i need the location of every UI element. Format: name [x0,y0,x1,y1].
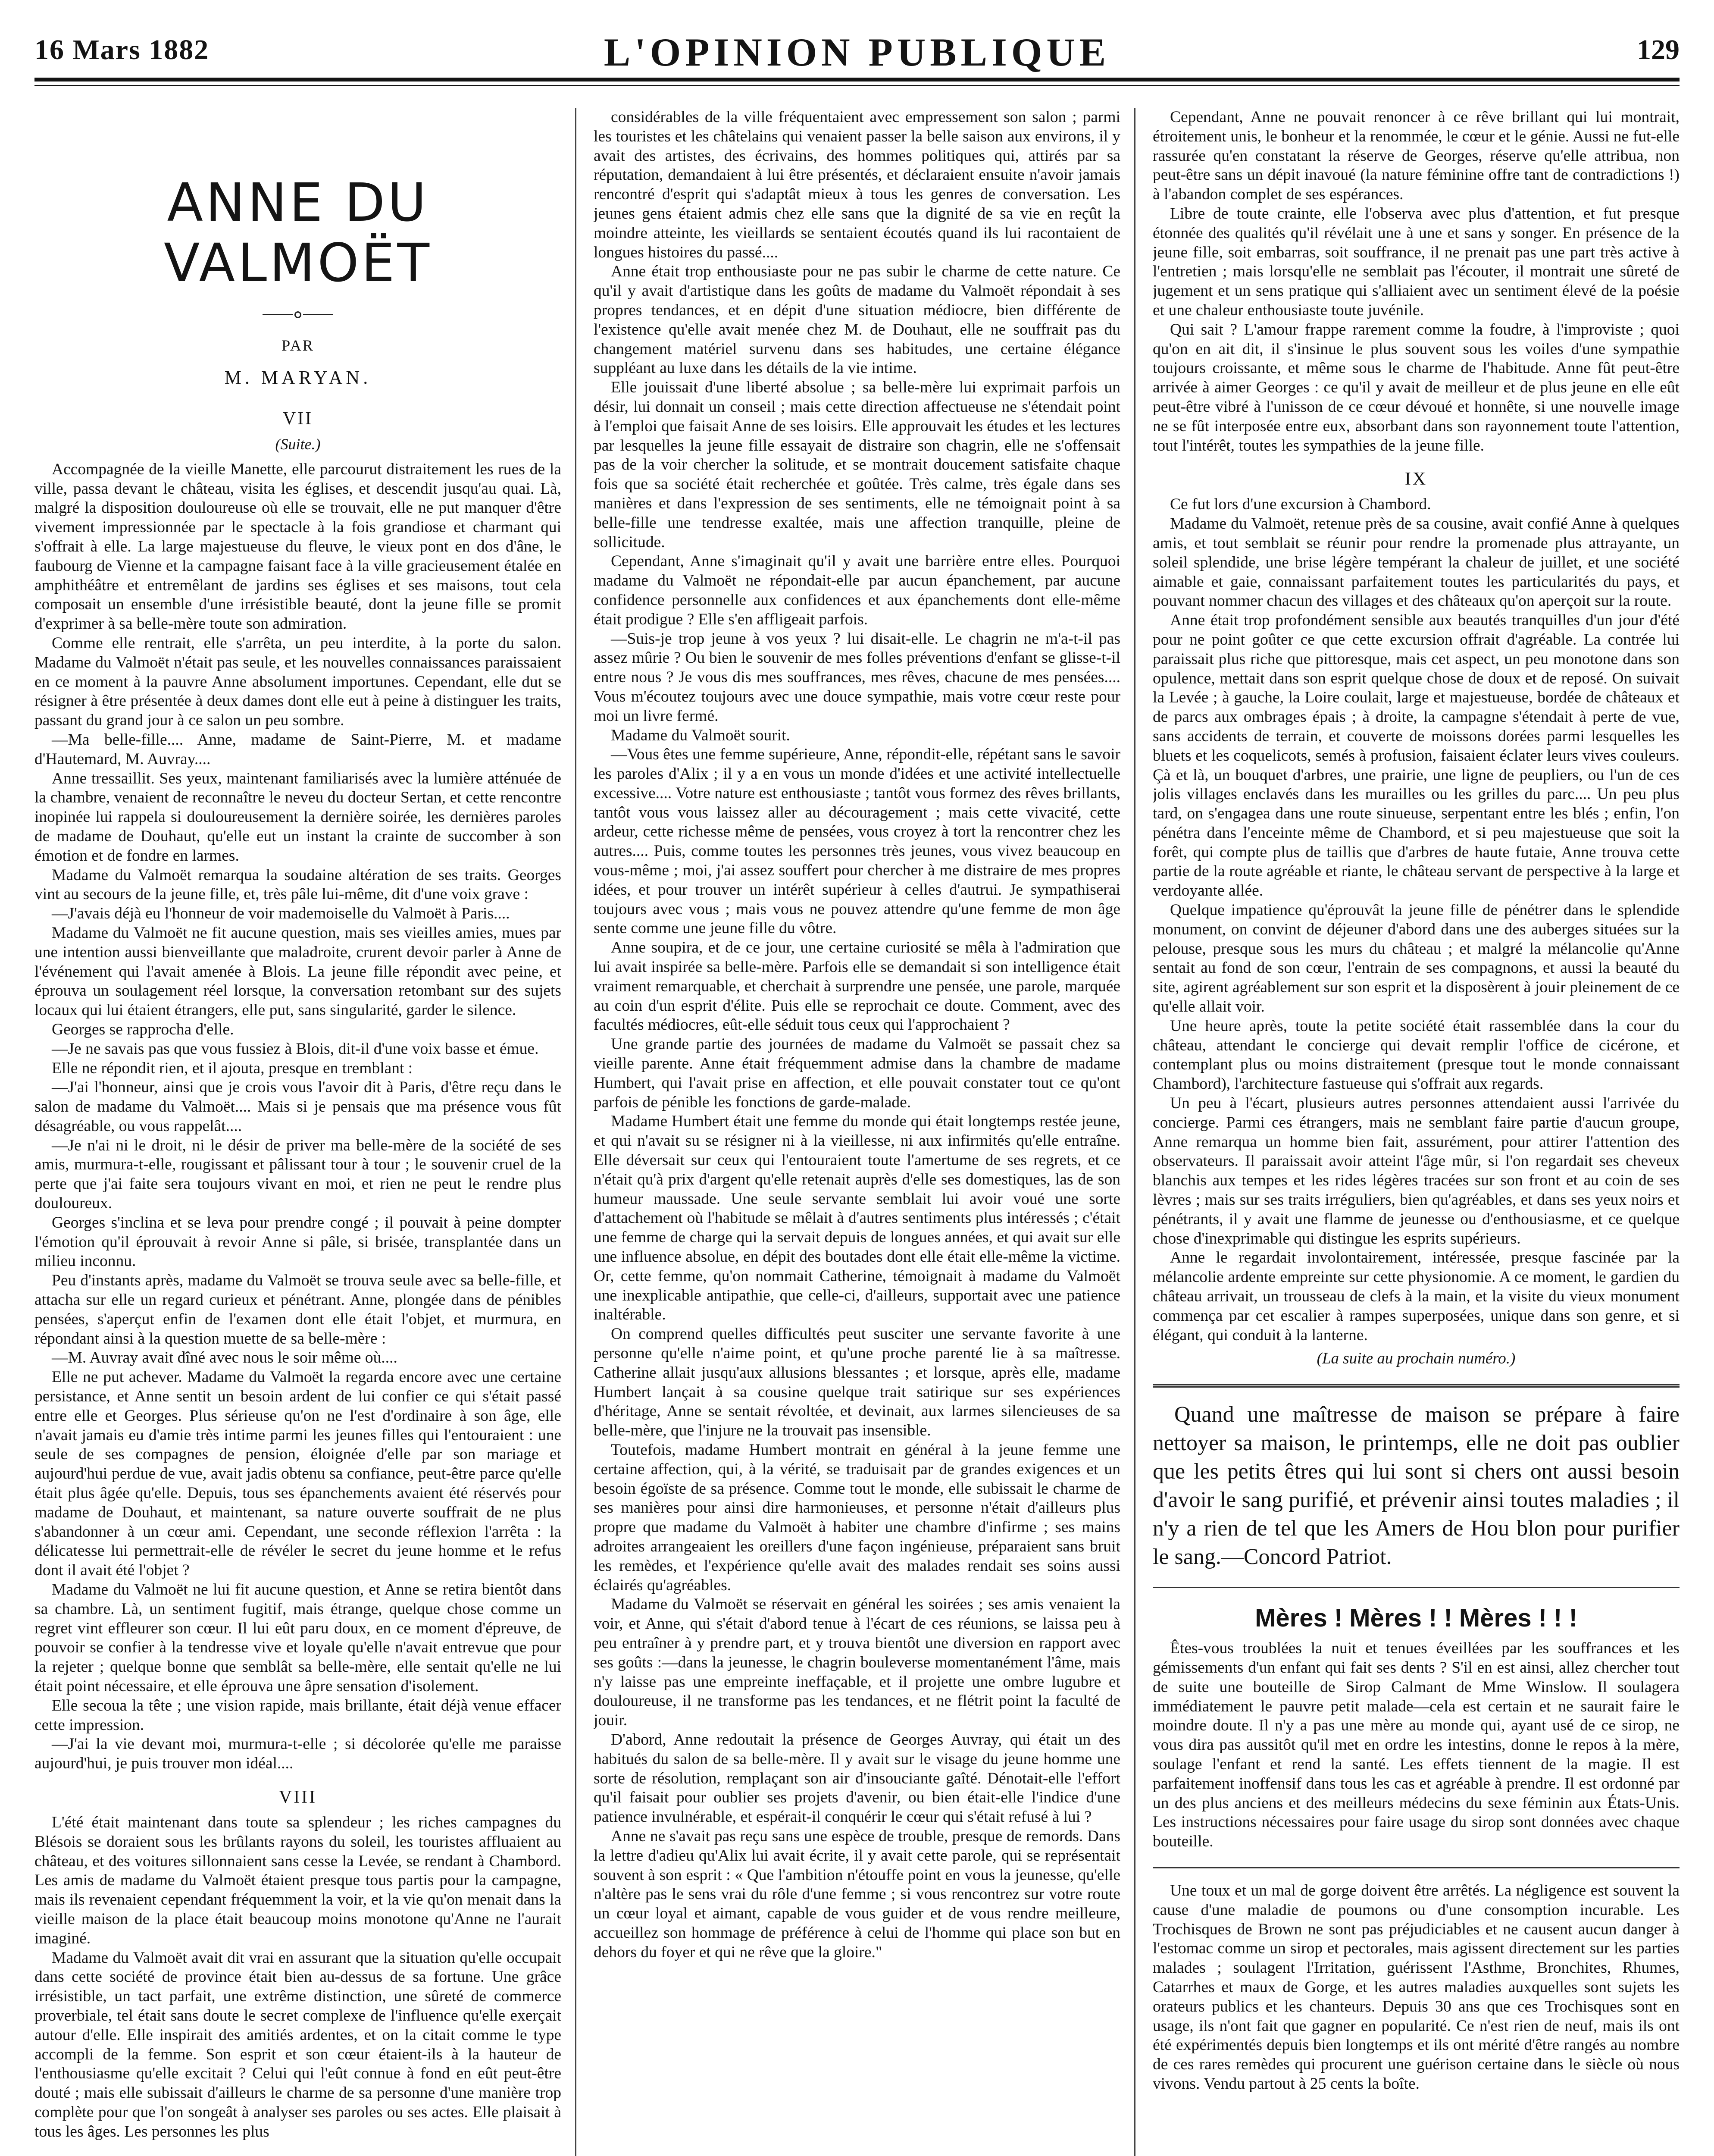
paragraph: considérables de la ville fréquentaient avec empressement son salon ; parmi les touristes et les châtelains qui venaient passer la belle saison aux environs, il y avait des artistes, des écrivains, des hommes politiques qui, attirés par sa réputation, demandaient à lui être présentés, et déclaraient ensuite n'avoir jamais rencontré d'esprit qui s'adaptât mieux à tous les genres de conversation. Les jeunes gens étaient admis chez elle sans que la dignité de sa vie en reçût la moindre atteinte, les vieillards se sentaient écoutés quand ils lui racontaient de longues histoires du passé.... [594,108,1120,261]
paragraph: Madame du Valmoët avait dit vrai en assurant que la situation qu'elle occupait dans cette société de province était bien au-dessus de sa fortune. Une grâce irrésistible, un tact parfait, une extrême distinction, une sûreté de commerce proverbiale, tel était sans doute le secret complexe de l'influence qu'elle exerçait autour d'elle. Elle inspirait des amitiés ardentes, et on la citait comme le type accompli de la femme. Son esprit et son cœur étaient-ils à la hauteur de l'enthousiasme qu'elle excitait ? Celui qui l'eût connue à fond en eût peut-être douté ; mais elle subissait d'ailleurs le charme de sa personne d'une manière trop complète pour que l'on songeât à analyser ses paroles ou ses actes. Elle plaisait à tous les âges. Les personnes les plus [34,1949,561,2140]
chapter-heading-ix: IX [1404,469,1428,489]
paragraph: Êtes-vous troublées la nuit et tenues éveillées par les souffrances et les gémissements d'un enfant qui fait ses dents ? S'il en est ainsi, allez chercher tout de suite une bouteille de Sirop Calmant de Mme Winslow. Il soulagera immédiatement le pauvre petit malade—cela est certain et ne saurait faire le moindre doute. Il n'y a pas une mère au monde qui, ayant usé de ce sirop, ne vous dira pas aussitôt qu'il met en ordre les intestins, donne le repos à la mère, soulage l'enfant et rend la santé. Les effets tiennent de la magie. Il est parfaitement inoffensif dans tous les cas et agréable à prendre. Il est ordonné par un des plus anciens et des meilleurs médecins du sexe féminin aux États-Unis. Les instructions nécessaires pour faire usage du sirop sont données avec chaque bouteille. [1153,1639,1680,1851]
continued-note: (Suite.) [275,436,321,453]
paragraph: Peu d'instants après, madame du Valmoët se trouva seule avec sa belle-fille, et attacha sur elle un regard curieux et pénétrant. Anne, plongée dans de pénibles pensées, s'aperçut enfin de l'examen dont elle était l'objet, et murmura, en répondant ainsi à la question muette de sa belle-mère : [34,1272,561,1348]
title-ornament [34,300,561,326]
story-author: M. MARYAN. [224,367,372,388]
paragraph: —J'ai la vie devant moi, murmura-t-elle ; si décolorée qu'elle me paraisse aujourd'hui, je puis trouver mon idéal.... [34,1735,561,1773]
paragraph: Madame du Valmoët, retenue près de sa cousine, avait confié Anne à quelques amis, et tout semblait se réunir pour rendre la promenade plus attrayante, un soleil splendide, une brise légère tempérant la chaleur de juillet, et une société aimable et gaie, connaissant parfaitement toutes les particularités du pays, et pouvant nommer chacun des villages et des châteaux qu'on aperçoit sur la route. [1153,515,1680,610]
paragraph: Une heure après, toute la petite société était rassemblée dans la cour du château, attendant le concierge qui devait remplir l'office de cicérone, et contemplant plus ou moins distraitement (presque tout le monde connaissant Chambord), l'architecture fastueuse qui s'offrait aux regards. [1153,1017,1680,1093]
paragraph: Madame du Valmoët sourit. [611,726,790,744]
paragraph: Toutefois, madame Humbert montrait en général à la jeune femme une certaine affection, qui, à la vérité, se traduisait par de grandes exigences et un besoin égoïste de sa présence. Comme tout le monde, elle subissait le charme de ses manières pour ainsi dire harmonieuses, et personne n'était d'ailleurs plus propre que madame du Valmoët à habiter une chambre d'infirme ; ses mains adroites arrangeaient les oreillers d'une façon ingénieuse, préparaient sans bruit les remèdes, et l'expérience qu'elle avait des malades rendait ses soins aussi éclairés qu'agréables. [594,1441,1120,1594]
paragraph: Elle ne répondit rien, et il ajouta, presque en tremblant : [52,1059,413,1077]
issue-date: 16 Mars 1882 [34,34,210,66]
column-1 [34,108,561,2156]
paragraph: Georges se rapprocha d'elle. [52,1020,234,1038]
column-3 [1153,108,1680,2156]
ad-sirop-winslow [1153,1601,1680,1852]
paragraph: Anne soupira, et de ce jour, une certaine curiosité se mêla à l'admiration que lui avait inspirée sa belle-mère. Parfois elle se demandait si son intelligence était vraiment remarquable, et cherchait à surprendre une pensée, une parole, marquée au coin d'un esprit d'élite. Puis elle se reprochait ce doute. Comment, avec des facultés médiocres, eût-elle séduit tous ceux qui l'approchaient ? [594,939,1120,1034]
paragraph: Un peu à l'écart, plusieurs autres personnes attendaient aussi l'arrivée du concierge. Parmi ces étrangers, mais ne semblant faire partie d'aucun groupe, Anne remarqua un homme bien fait, assurément, pour attirer l'attention des observateurs. Il paraissait avoir atteint l'âge mûr, si l'on regardait ses cheveux blanchis aux tempes et les rides légères tracées sur son front et au coin de ses lèvres ; mais sur ses traits irréguliers, bien qu'agréables, et dans ses yeux noirs et pénétrants, il y avait une flamme de jeunesse ou d'enthousiasme, et ce quelque chose d'inexprimable qui distingue les esprits supérieurs. [1153,1094,1680,1247]
to-be-continued-note: (La suite au prochain numéro.) [1317,1350,1516,1368]
story-body [34,1813,561,2142]
paragraph: Madame du Valmoët se réservait en général les soirées ; ses amis venaient la voir, et Anne, qui s'était d'abord tenue à l'écart de ces réunions, se laissa peu à peu entraîner à y prendre part, et y trouva bientôt une diversion en rapport avec ses goûts :—dans la jeunesse, le chagrin bouleverse momentanément l'âme, mais n'y laisse pas une empreinte ineffaçable, et il projette une ombre lugubre et douloureuse, il ne transforme pas les tendances, et ne flétrit point la faculté de jouir. [594,1595,1120,1730]
newspaper-title: L'OPINION PUBLIQUE [604,30,1110,74]
story-title: ANNE DU VALMOËT [164,172,432,294]
paragraph: Quelque impatience qu'éprouvât la jeune fille de pénétrer dans le splendide monument, on convint de déjeuner d'abord dans une des auberges situées sur la pelouse, presque sous les murs du château ; et malgré la mélancolie qu'Anne sentait au fond de son cœur, l'entrain de ses compagnons, et aussi la beauté du site, agirent agréablement sur son esprit et la disposèrent à jouir pleinement de ce qu'elle allait voir. [1153,901,1680,1016]
paragraph: Madame Humbert était une femme du monde qui était longtemps restée jeune, et qui n'avait su se résigner ni à la vieillesse, ni aux infirmités qu'elle entraîne. Elle déversait sur ceux qui l'entouraient toute l'amertume de ses regrets, et ce n'était qu'à prix d'argent qu'elle retenait auprès d'elle ses domestiques, las de son humeur maussade. Une seule servante semblait lui avoir voué une sorte d'attachement où l'habitude se mêlait à d'autres sentiments plus intéressés ; c'était une femme de charge qui la servait depuis de longues années, et qui avait sur elle une influence absolue, en dépit des boutades dont elle était elle-même la victime. Or, cette femme, qu'on nommait Catherine, témoignait à madame du Valmoët une inexplicable antipathie, que celle-ci, d'ailleurs, supportait avec une patience inaltérable. [594,1112,1120,1324]
paragraph: Madame du Valmoët ne fit aucune question, mais ses vieilles amies, mues par une intention aussi bienveillante que maladroite, crurent devoir parler à Anne de l'événement qui l'avait amenée à Blois. La jeune fille répondit avec peine, et éprouva un soulagement réel lorsque, la conversation retombant sur des sujets locaux qui lui étaient étrangers, elle put, sans singularité, garder le silence. [34,924,561,1019]
ad-trochisques-brown [1153,1881,1680,2094]
ad-body [1153,1639,1680,1852]
ad-separator [1153,1384,1680,1388]
ad-separator [1153,1587,1680,1588]
paragraph: Elle jouissait d'une liberté absolue ; sa belle-mère lui exprimait parfois un désir, lui donnait un conseil ; mais cette direction affectueuse ne s'étendait point à l'emploi que faisait Anne de ses loisirs. Elle approuvait les études et les lectures par lesquelles la jeune fille essayait de distraire son chagrin, elle ne s'offensait pas de la voir chercher la solitude, et se montrait doucement satisfaite chaque fois que sa société était recherchée et goûtée. Très calme, très égale dans ses manières et dans l'expression de ses sentiments, elle ne témoignait point à sa belle-fille une tendresse exaltée, mais une affection tranquille, pleine de sollicitude. [594,379,1120,551]
paragraph: Anne tressaillit. Ses yeux, maintenant familiarisés avec la lumière atténuée de la chambre, venaient de reconnaître le neveu du docteur Sertan, et cette rencontre inopinée lui rappela si douloureusement la dernière soirée, les dernières paroles de madame de Douhaut, qu'elle eut un instant la crainte de succomber à son émotion et de fondre en larmes. [34,769,561,865]
paragraph: Qui sait ? L'amour frappe rarement comme la foudre, à l'improviste ; quoi qu'on en ait dit, il s'insinue le plus souvent sous les voiles d'une sympathie toujours croissante, et même sous le charme de l'habitude. Anne fût peut-être arrivée à aimer Georges : ce qu'il y avait de meilleur et de plus jeune en elle eût peut-être vibré à l'unisson de ce cœur dévoué et honnête, si une nouvelle image ne se fût interposée entre eux, absorbant dans son rayonnement toute l'attention, tout l'intérêt, toutes les sympathies de la jeune fille. [1153,320,1680,454]
paragraph: Anne était trop enthousiaste pour ne pas subir le charme de cette nature. Ce qu'il y avait d'artistique dans les goûts de madame du Valmoët répondait à ses propres tendances, et en dépit d'une situation médiocre, bien différente de l'existence qu'elle avait menée chez M. de Douhaut, elle ne souffrait pas du changement matériel survenu dans ses habitudes, une certaine élégance suppléant au luxe dans les détails de la vie intime. [594,263,1120,377]
chapter-heading-vii: VII [282,409,313,429]
paragraph: —J'ai l'honneur, ainsi que je crois vous l'avoir dit à Paris, d'être reçu dans le salon de madame du Valmoët.... Mais si je pensais que ma présence vous fût désagréable, ou vous rappelât.... [34,1078,561,1135]
ad-headline: Mères ! Mères ! ! Mères ! ! ! [1255,1604,1577,1633]
ad-amers-houblon [1153,1401,1680,1571]
paragraph: —Suis-je trop jeune à vos yeux ? lui disait-elle. Le chagrin ne m'a-t-il pas assez mûrie ? Ou bien le souvenir de mes folles préventions d'enfant se glisse-t-il entre nous ? Je vous dis mes souffrances, mes rêves, chacune de mes pensées.... Vous m'écoutez toujours avec une douce sympathie, mais votre cœur reste pour moi un livre fermé. [594,630,1120,725]
paragraph: Anne était trop profondément sensible aux beautés tranquilles d'un jour d'été pour ne point goûter ce que cette excursion offrait d'agréable. La contrée lui paraissait plus riche que pittoresque, mais cet aspect, un peu monotone dans son opulence, mettait dans son esprit quelque chose de doux et de reposé. On suivait la Levée ; à gauche, la Loire coulait, large et majestueuse, bordée de châteaux et de parcs aux ombrages épais ; à droite, la campagne s'étendait à perte de vue, sans accidents de terrain, et couverte de moissons dorées parmi lesquelles les bluets et les coquelicots, semés à profusion, faisaient éclater leurs vives couleurs. Çà et là, un bouquet d'arbres, une prairie, une ligne de peupliers, ou l'un de ces jolis villages enclavés dans les murailles ou les grilles du parc.... Un peu plus tard, on s'engagea dans une route sinueuse, serpentant entre les blés ; enfin, l'on pénétra dans l'enceinte même de Chambord, et si peu majestueuse que soit la forêt, qui compte plus de taillis que d'arbres de haute futaie, Anne trouva cette partie de la route agréable et riante, le château servant de perspective à la large et verdoyante allée. [1153,611,1680,900]
paragraph: On comprend quelles difficultés peut susciter une servante favorite à une personne qu'elle n'aime point, et qu'une proche parenté lie à sa maîtresse. Catherine allait jusqu'aux allusions blessantes ; et lorsque, après elle, madame Humbert lançait à sa cousine quelque trait satirique sur ses expériences d'héritage, Anne se sentait révoltée, et devinait, aux larmes silencieuses de sa belle-mère, que l'injure ne la trouvait pas insensible. [594,1325,1120,1440]
story-body [34,460,561,1774]
paragraph: Cependant, Anne ne pouvait renoncer à ce rêve brillant qui lui montrait, étroitement unis, le bonheur et la renommée, le cœur et le génie. Aussi ne fut-elle rassurée qu'en constatant la réserve de Georges, réserve qu'elle attribua, non peut-être sans un dépit inavoué (la nature féminine offre tant de contradictions !) à l'abandon complet de ses espérances. [1153,108,1680,204]
chapter-heading-viii: VIII [278,1787,317,1807]
paragraph: Comme elle rentrait, elle s'arrêta, un peu interdite, à la porte du salon. Madame du Valmoët n'était pas seule, et les nouvelles connaissances paraissaient en ce moment à la pauvre Anne absolument importunes. Cependant, elle dut se résigner à être présentée à deux dames dont elle eut à peine à distinguer les traits, passant du grand jour à ce salon un peu sombre. [34,634,561,730]
paragraph: Ce fut lors d'une excursion à Chambord. [1170,495,1431,514]
column-divider [575,108,576,2156]
page-number: 129 [1637,34,1680,66]
column-divider [1134,108,1135,2156]
paragraph: —Je ne savais pas que vous fussiez à Blois, dit-il d'une voix basse et émue. [52,1040,539,1058]
paragraph: —J'avais déjà eu l'honneur de voir mademoiselle du Valmoët à Paris.... [52,905,510,923]
story-body [1153,108,1680,455]
paragraph: Madame du Valmoët remarqua la soudaine altération de ses traits. Georges vint au secours de la jeune fille, et, très pâle lui-même, dit d'une voix grave : [34,866,561,903]
masthead-rule-thin [34,85,1680,86]
ad-text: Une toux et un mal de gorge doivent être arrêtés. La négligence est souvent la cause d'une maladie de poumons ou d'une consomption incurable. Les Trochisques de Brown ne sont pas préjudiciables et ne causent aucun danger à l'estomac comme un sirop et pectorales, mais agissent directement sur les parties malades ; soulagent l'Irritation, guérissent l'Asthme, Bronchites, Rhumes, Catarrhes et maux de Gorge, et les autres maladies auxquelles sont sujets les orateurs publics et les chanteurs. Depuis 30 ans que ces Trochisques sont en usage, ils n'ont fait que gagner en popularité. Ce n'est rien de neuf, mais ils ont été expérimentés depuis bien longtemps et ils ont mérité d'être rangés au nombre de ces rares remèdes qui procurent une guérison certaine dans le siècle où nous vivons. Vendu partout à 25 cents la boîte. [1153,1881,1680,2093]
paragraph: —M. Auvray avait dîné avec nous le soir même où.... [52,1349,397,1367]
paragraph: Elle secoua la tête ; une vision rapide, mais brillante, était déjà venue effacer cette impression. [34,1696,561,1734]
masthead-rule [34,78,1680,81]
story-body [594,108,1120,1962]
byline-par: PAR [281,337,314,354]
paragraph: Elle ne put achever. Madame du Valmoët la regarda encore avec une certaine persistance, et Anne sentit un besoin ardent de lui confier ce qui s'était passé entre elle et Georges. Plus sérieuse qu'on ne l'est d'ordinaire à son âge, elle n'avait jamais eu d'amie très intime parmi les jeunes filles qui l'entouraient : une seule de ses compagnes de pension, éloignée d'elle par son mariage et aujourd'hui perdue de vue, avait jadis obtenu sa confiance, peut-être parce qu'elle était plus âgée qu'elle. Depuis, tous ses épanchements avaient été réservés pour madame de Douhaut, et maintenant, sa nature ouverte souffrait de ne plus s'abandonner à un cœur ami. Cependant, une seconde réflexion l'arrêta : la délicatesse lui permettrait-elle de révéler le secret du jeune homme et le refus dont il avait été l'objet ? [34,1368,561,1579]
paragraph: Anne le regardait involontairement, intéressée, presque fascinée par la mélancolie ardente empreinte sur cette physionomie. A ce moment, le gardien du château arrivait, un trousseau de clefs à la main, et la visite du vieux monument commença par cet escalier à rampes superposées, unique dans son genre, et si élégant, qui conduit à la lanterne. [1153,1249,1680,1344]
paragraph: Georges s'inclina et se leva pour prendre congé ; il pouvait à peine dompter l'émotion qu'il éprouvait à revoir Anne si pâle, si brisée, transplantée dans un milieu inconnu. [34,1213,561,1270]
ad-text: Quand une maîtresse de maison se prépare à faire nettoyer sa maison, le printemps, elle ne doit pas oublier que les petits êtres qui lui sont si chers ont aussi besoin d'avoir le sang purifié, et prévenir ainsi toutes maladies ; il n'y a rien de tel que les Amers de Hou blon pour purifier le sang.—Concord Patriot. [1153,1402,1680,1570]
paragraph: D'abord, Anne redoutait la présence de Georges Auvray, qui était un des habitués du salon de sa belle-mère. Il y avait sur le visage du jeune homme une sorte de résolution, remplaçant son air d'insouciante gaîté. Dénotait-elle l'effort qu'il faisait pour oublier ses projets d'avenir, ou bien était-elle l'indice d'une patience invulnérable, et espérait-il conquérir le cœur qui s'était refusé à lui ? [594,1730,1120,1826]
paragraph: —Ma belle-fille.... Anne, madame de Saint-Pierre, M. et madame d'Hautemard, M. Auvray.... [34,730,561,768]
story-body [1153,495,1680,1345]
paragraph: L'été était maintenant dans toute sa splendeur ; les riches campagnes du Blésois se doraient sous les brûlants rayons du soleil, les touristes affluaient au château, et des voitures sillonnaient sans cesse la Levée, se rendant à Chambord. Les amis de madame du Valmoët étaient presque tous partis pour la campagne, mais ils revenaient cependant fréquemment la voir, et la vie qu'on menait dans la vieille maison de la place était beaucoup moins monotone qu'Anne ne l'aurait imaginé. [34,1813,561,1947]
masthead [34,26,1680,78]
column-2 [594,108,1120,2156]
paragraph: Accompagnée de la vieille Manette, elle parcourut distraitement les rues de la ville, passa devant le château, visita les églises, et descendit jusqu'au quai. Là, malgré la disposition douloureuse où elle se trouvait, elle ne put manquer d'être vivement impressionnée par le spectacle à la fois grandiose et charmant qui s'offrait à elle. La large majestueuse du fleuve, le vieux pont en dos d'âne, le faubourg de Vienne et la campagne faisant face à la ville gracieusement étalée en amphithéâtre et entremêlant de jardins ses églises et ses maisons, tout cela composait un ensemble d'une irrésistible beauté, dont la jeune fille se promit d'exprimer à sa belle-mère toute son admiration. [34,460,561,633]
paragraph: Cependant, Anne s'imaginait qu'il y avait une barrière entre elles. Pourquoi madame du Valmoët ne répondait-elle par aucun épanchement, par aucune confidence personnelle aux confidences et aux épanchements dont elle-même était prodigue ? Elle s'en affligeait parfois. [594,552,1120,628]
paragraph: —Vous êtes une femme supérieure, Anne, répondit-elle, répétant sans le savoir les paroles d'Alix ; il y a en vous un monde d'idées et une activité intellectuelle excessive.... Votre nature est enthousiaste ; tantôt vous formez des rêves brillants, tantôt vous vous laissez aller au découragement ; mais cette vivacité, cette ardeur, cette richesse même de pensées, vous croyez à tort la rencontrer chez les autres.... Puis, comme toutes les personnes très jeunes, vous vivez beaucoup en vous-même ; moi, j'ai assez souffert pour chercher à me distraire de mes propres idées, et pour trouver un intérêt supérieur à celles d'autrui. Je sympathiserai toujours avec vous ; mais vous ne pouvez attendre qu'une femme de mon âge sente comme une jeune fille du vôtre. [594,746,1120,937]
paragraph: —Je n'ai ni le droit, ni le désir de priver ma belle-mère de la société de ses amis, murmura-t-elle, rougissant et pâlissant tour à tour ; le souvenir cruel de la perte que j'ai faite sera toujours vivant en moi, et rien ne peut le rendre plus douloureux. [34,1136,561,1213]
paragraph: Une grande partie des journées de madame du Valmoët se passait chez sa vieille parente. Anne était fréquemment admise dans la chambre de madame Humbert, qui l'avait prise en affection, et elle pouvait constater tout ce qu'ont parfois de pénible les fonctions de garde-malade. [594,1035,1120,1111]
ad-separator [1153,1867,1680,1868]
paragraph: Madame du Valmoët ne lui fit aucune question, et Anne se retira bientôt dans sa chambre. Là, un sentiment fugitif, mais étrange, quelque chose comme un regret vint effleurer son cœur. Il lui eût paru doux, en ce moment d'épreuve, de pouvoir se confier à la tendresse vive et loyale qu'elle n'avait entrevue que pour la rejeter ; quelque bonne que semblât sa belle-mère, elle sentait qu'elle ne lui était point nécessaire, et elle éprouva une âpre sensation d'isolement. [34,1581,561,1695]
paragraph: Anne ne s'avait pas reçu sans une espèce de trouble, presque de remords. Dans la lettre d'adieu qu'Alix lui avait écrite, il y avait cette parole, qui se représentait souvent à son esprit : « Que l'ambition n'étouffe point en vous la jeunesse, qu'elle n'altère pas le sens vrai du rôle d'une femme ; si vous rencontrez sur votre route un cœur loyal et aimant, capable de vous guider et de vous rendre meilleure, accueillez son hommage de préférence à celui de l'homme qui place son but en dehors du foyer et qui ne rêve que la gloire." [594,1827,1120,1961]
paragraph: Libre de toute crainte, elle l'observa avec plus d'attention, et fut presque étonnée des qualités qu'il révélait une à une et sans y songer. En présence de la jeune fille, soit embarras, soit souffrance, il ne prenait pas une part très active à l'entretien ; mais lorsqu'elle ne semblait pas l'écouter, il montrait une sûreté de jugement et un sens pratique qui s'alliaient avec un sentiment élevé de la poésie et une chaleur enthousiaste toute juvénile. [1153,204,1680,319]
